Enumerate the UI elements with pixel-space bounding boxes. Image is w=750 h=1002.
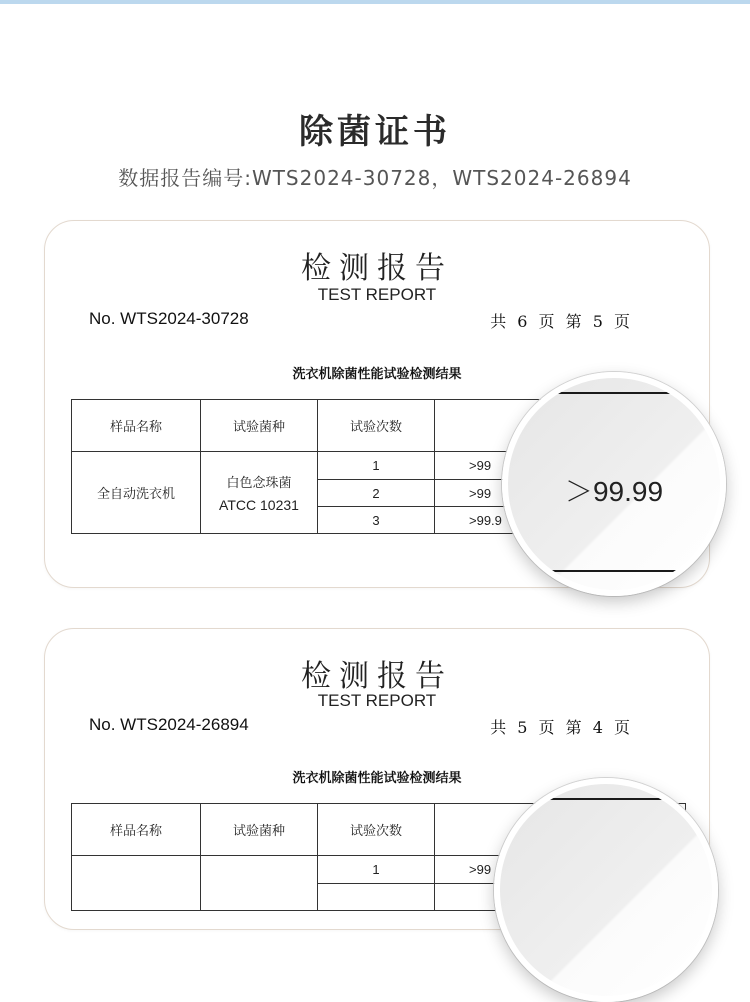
report-number: No. WTS2024-30728 [89,309,249,328]
report-number: No. WTS2024-26894 [89,715,249,734]
sample-name-cell [72,856,201,911]
table-title: 洗衣机除菌性能试验检测结果 [292,771,462,786]
rate-cell: >99 [435,452,686,480]
header-strain: 试验菌种 [201,804,318,856]
trial-cell: 1 [318,856,435,884]
sample-name-cell: 全自动洗衣机 [72,452,201,534]
magnifier-lens [494,778,718,1002]
strain-code: ATCC 10231 [219,497,299,513]
top-accent-bar [0,0,750,4]
header-strain: 试验菌种 [201,400,318,452]
report-subtitle: TEST REPORT [317,691,437,710]
table-line [508,392,720,394]
trial-cell: 3 [318,507,435,534]
rate-cell: >99 [435,856,686,884]
trial-cell: 2 [318,480,435,507]
header-sample: 样品名称 [72,400,201,452]
strain-cell [201,856,318,911]
strain-name: 白色念珠菌 [226,476,292,491]
page-count: 共 6 页 第 5 页 [490,312,633,331]
report-title: 检测报告 [301,251,453,286]
page-subtitle: 数据报告编号:WTS2024-30728，WTS2024-26894 [118,166,632,190]
page-title: 除菌证书 [299,112,451,152]
magnified-rate-value: ＞99.99 [564,476,664,507]
magnifier-lens [502,372,726,596]
header-sample: 样品名称 [72,804,201,856]
rate-cell: >99 [435,480,686,507]
trial-cell: 1 [318,452,435,480]
header-trials: 试验次数 [318,804,435,856]
table-line [508,570,720,572]
table-title: 洗衣机除菌性能试验检测结果 [292,367,462,382]
strain-cell [201,452,318,534]
page-count: 共 5 页 第 4 页 [490,718,633,737]
header-trials: 试验次数 [318,400,435,452]
report-title: 检测报告 [301,659,453,694]
trial-cell [318,884,435,911]
rate-cell: >99.9 [435,507,686,534]
table-line [500,798,712,800]
report-subtitle: TEST REPORT [317,285,437,304]
